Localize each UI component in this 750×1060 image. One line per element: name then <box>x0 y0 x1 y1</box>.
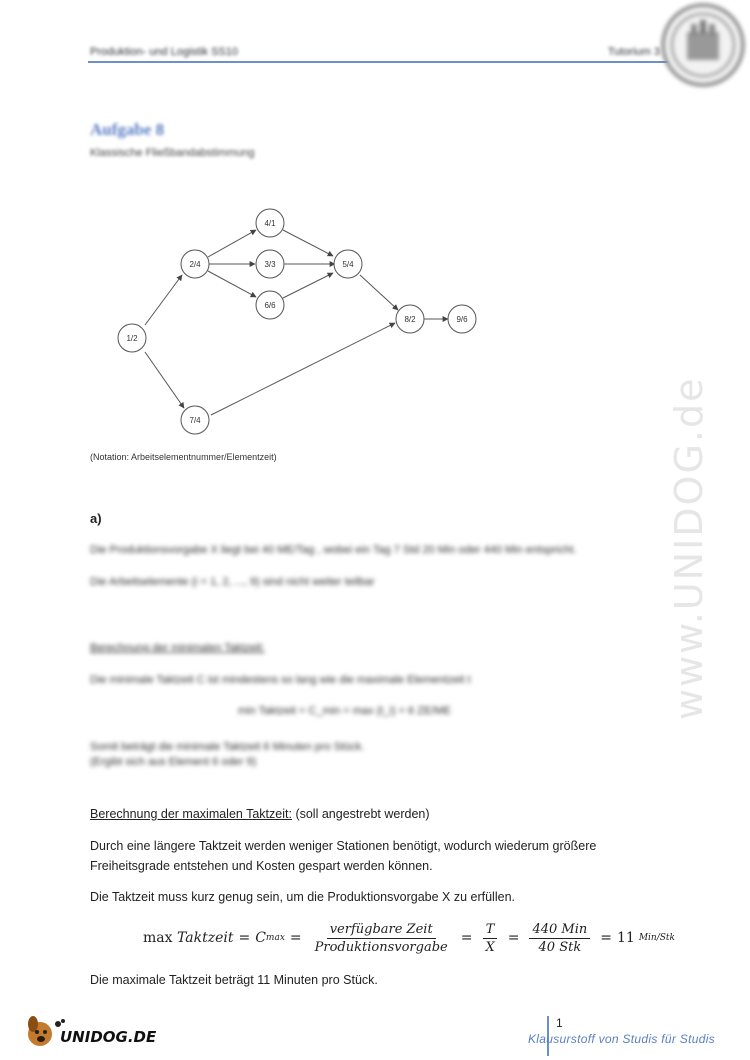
formula-eq-5: = <box>600 930 612 946</box>
min-cycle-heading: Berechnung der minimalen Taktzeit: <box>90 642 265 654</box>
node-1-label: 1/2 <box>126 334 138 343</box>
max-cycle-heading <box>90 804 430 824</box>
min-cycle-result: Somit beträgt die minimale Taktzeit 6 Minuten pro Stück. <box>90 741 365 753</box>
formula-max: max <box>143 930 173 946</box>
edge-5-8 <box>360 275 398 310</box>
edge-2-4 <box>208 230 256 257</box>
edge-7-8 <box>211 323 395 415</box>
max-cycle-formula <box>143 918 675 958</box>
header-course-title: Produktion- und Logistik SS10 <box>90 46 238 58</box>
edge-1-2 <box>145 275 182 325</box>
edge-2-6 <box>208 271 256 297</box>
node-6-label: 6/6 <box>264 301 276 310</box>
page-header <box>0 0 750 110</box>
production-target-text: Die Produktionsvorgabe X liegt bei 40 ME/Tag , wobei ein Tag 7 Std 20 Min oder 440 Min entspricht. <box>90 544 577 556</box>
formula-fraction-3 <box>529 922 590 955</box>
min-cycle-text: Die minimale Taktzeit C ist mindestens so lang wie die maximale Elementzeit t <box>90 674 471 686</box>
max-cycle-paragraph-1: Durch eine längere Taktzeit werden weniger Stationen benötigt, wodurch wiederum größere Freiheitsgrade entstehen und Kosten gespart werden können. <box>90 839 597 873</box>
page-number: 1 <box>556 1016 563 1030</box>
precedence-graph <box>110 195 510 445</box>
formula-eq-1: = <box>238 930 251 946</box>
formula-taktzeit: Taktzeit <box>176 930 234 946</box>
elements-indivisible-text: Die Arbeitselemente (i = 1, 2, ..., 9) sind nicht weiter teilbar <box>90 576 375 588</box>
unidog-logo-icon <box>22 1012 172 1052</box>
formula-c: C <box>255 930 266 946</box>
formula-result: 11 <box>617 930 635 946</box>
formula-frac1-num: verfügbare Zeit <box>327 922 436 939</box>
task-subtitle: Klassische Fließbandabstimmung <box>90 147 255 159</box>
header-divider <box>88 61 673 63</box>
logo-text: UNIDOG.DE <box>60 1028 157 1046</box>
edge-4-5 <box>283 230 333 256</box>
node-3-label: 3/3 <box>264 260 276 269</box>
max-cycle-paragraph-2: Die Taktzeit muss kurz genug sein, um die Produktionsvorgabe X zu erfüllen. <box>90 890 515 904</box>
footer-slogan: Klausurstoff von Studis für Studis <box>528 1032 715 1046</box>
edge-1-7 <box>145 352 184 408</box>
formula-c-sub: max <box>265 933 285 943</box>
max-cycle-conclusion: Die maximale Taktzeit beträgt 11 Minuten pro Stück. <box>90 973 378 987</box>
node-7-label: 7/4 <box>189 416 201 425</box>
node-4-label: 4/1 <box>264 219 276 228</box>
max-cycle-heading-rest: (soll angestrebt werden) <box>291 807 430 821</box>
watermark-text: www.UNIDOG.de <box>667 376 711 720</box>
edge-6-5 <box>283 273 333 298</box>
max-cycle-heading-underlined: Berechnung der maximalen Taktzeit: <box>90 807 292 821</box>
node-8-label: 8/2 <box>404 315 416 324</box>
header-tutorial-label: Tutorium 3 <box>607 46 660 58</box>
formula-eq-4: = <box>507 930 520 946</box>
formula-unit: Min/Stk <box>638 933 675 943</box>
formula-frac1-den: Produktionsvorgabe <box>314 939 448 955</box>
university-seal-icon <box>660 2 746 88</box>
min-cycle-source: (Ergibt sich aus Element 6 oder 9) <box>90 756 257 768</box>
min-cycle-formula: min Taktzeit = C_min = max (t_i) = 6 ZE/ME <box>238 705 451 717</box>
formula-frac2-num: T <box>483 922 498 939</box>
formula-eq-3: = <box>460 930 473 946</box>
formula-frac3-num: 440 Min <box>529 922 590 939</box>
formula-fraction-1 <box>312 922 451 955</box>
formula-fraction-2 <box>482 922 497 955</box>
formula-eq-2: = <box>289 930 302 946</box>
formula-frac2-den: X <box>485 939 495 955</box>
formula-frac3-den: 40 Stk <box>538 939 582 955</box>
task-title: Aufgabe 8 <box>90 120 165 139</box>
node-9-label: 9/6 <box>456 315 468 324</box>
node-2-label: 2/4 <box>189 260 201 269</box>
part-a-label: a) <box>90 511 102 526</box>
node-5-label: 5/4 <box>342 260 354 269</box>
notation-caption: (Notation: Arbeitselementnummer/Elementzeit) <box>90 452 277 462</box>
